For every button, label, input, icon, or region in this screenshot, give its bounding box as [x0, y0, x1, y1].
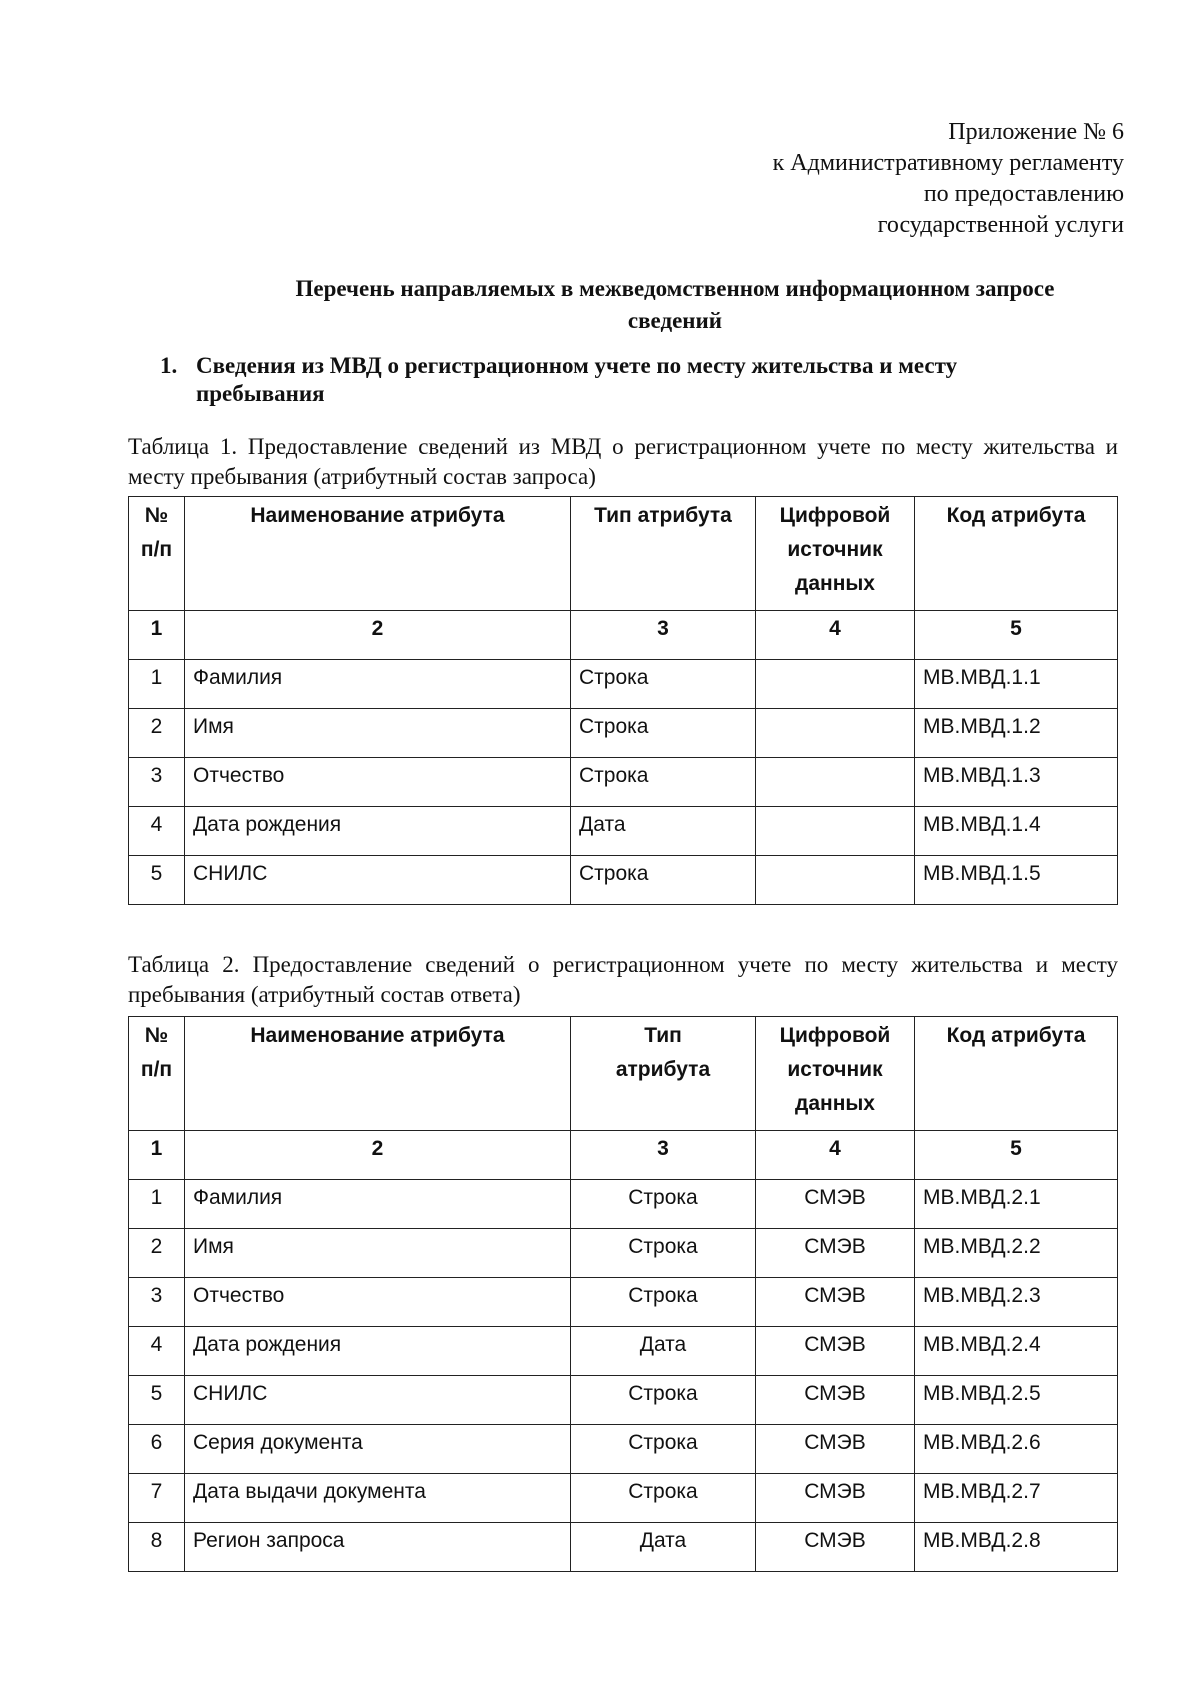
- cell-name: СНИЛС: [185, 856, 571, 905]
- column-number: 2: [185, 1131, 571, 1180]
- cell-type: Строка: [571, 1425, 756, 1474]
- cell-code: МВ.МВД.2.8: [915, 1523, 1118, 1572]
- cell-name: Дата выдачи документа: [185, 1474, 571, 1523]
- table-row: [129, 1278, 1118, 1327]
- column-number: 4: [756, 611, 915, 660]
- cell-source: СМЭВ: [756, 1523, 915, 1572]
- column-number: 4: [756, 1131, 915, 1180]
- appendix-line: по предоставлению: [923, 181, 1124, 207]
- column-header-name: Наименование атрибута: [185, 497, 571, 611]
- cell-number: 2: [129, 709, 185, 758]
- column-header-source: Цифровой источник данных: [756, 1017, 915, 1131]
- cell-name: Дата рождения: [185, 807, 571, 856]
- cell-name: Серия документа: [185, 1425, 571, 1474]
- cell-number: 3: [129, 1278, 185, 1327]
- column-header-source: Цифровой источник данных: [756, 497, 915, 611]
- cell-type: Строка: [571, 758, 756, 807]
- cell-code: МВ.МВД.2.4: [915, 1327, 1118, 1376]
- cell-source: [756, 709, 915, 758]
- column-number: 2: [185, 611, 571, 660]
- cell-source: СМЭВ: [756, 1278, 915, 1327]
- section-number: 1.: [160, 353, 178, 378]
- cell-source: [756, 660, 915, 709]
- cell-number: 1: [129, 1180, 185, 1229]
- cell-type: Дата: [571, 1327, 756, 1376]
- cell-name: Регион запроса: [185, 1523, 571, 1572]
- cell-source: СМЭВ: [756, 1229, 915, 1278]
- section-heading: [160, 352, 1060, 408]
- appendix-line: государственной услуги: [877, 212, 1124, 238]
- document-title: [170, 273, 1180, 337]
- table-response-attributes: [128, 1016, 1118, 1572]
- column-number: 5: [915, 1131, 1118, 1180]
- cell-number: 2: [129, 1229, 185, 1278]
- cell-code: МВ.МВД.1.3: [915, 758, 1118, 807]
- table2-caption: Таблица 2. Предоставление сведений о регистрационном учете по месту жительства и месту пребывания (атрибутный состав ответа): [128, 952, 1118, 1007]
- column-header-number: № п/п: [129, 1017, 185, 1131]
- column-header-number: № п/п: [129, 497, 185, 611]
- cell-code: МВ.МВД.1.1: [915, 660, 1118, 709]
- column-number: 5: [915, 611, 1118, 660]
- column-number: 3: [571, 1131, 756, 1180]
- cell-number: 6: [129, 1425, 185, 1474]
- cell-source: СМЭВ: [756, 1425, 915, 1474]
- table-row: [129, 1474, 1118, 1523]
- cell-code: МВ.МВД.2.5: [915, 1376, 1118, 1425]
- cell-code: МВ.МВД.1.5: [915, 856, 1118, 905]
- table-row: [129, 807, 1118, 856]
- document-title-line: сведений: [627, 308, 723, 333]
- cell-type: Строка: [571, 1278, 756, 1327]
- table-header-row: [129, 1017, 1118, 1131]
- column-header-code: Код атрибута: [915, 1017, 1118, 1131]
- cell-number: 7: [129, 1474, 185, 1523]
- cell-source: [756, 807, 915, 856]
- cell-source: СМЭВ: [756, 1474, 915, 1523]
- cell-type: Строка: [571, 1180, 756, 1229]
- cell-code: МВ.МВД.2.3: [915, 1278, 1118, 1327]
- cell-code: МВ.МВД.2.6: [915, 1425, 1118, 1474]
- column-header-name: Наименование атрибута: [185, 1017, 571, 1131]
- table-row: [129, 1425, 1118, 1474]
- cell-number: 3: [129, 758, 185, 807]
- table-row: [129, 758, 1118, 807]
- appendix-line: к Административному регламенту: [772, 150, 1124, 176]
- column-numbers-row: [129, 611, 1118, 660]
- column-header-type: Тип атрибута: [571, 1017, 756, 1131]
- cell-name: Отчество: [185, 758, 571, 807]
- cell-type: Строка: [571, 660, 756, 709]
- table-request-attributes: [128, 496, 1118, 905]
- table-row: [129, 709, 1118, 758]
- column-number: 1: [129, 1131, 185, 1180]
- cell-name: Имя: [185, 1229, 571, 1278]
- table-row: [129, 1376, 1118, 1425]
- cell-type: Строка: [571, 856, 756, 905]
- table-header-row: [129, 497, 1118, 611]
- cell-number: 5: [129, 1376, 185, 1425]
- cell-name: Фамилия: [185, 660, 571, 709]
- cell-type: Дата: [571, 1523, 756, 1572]
- cell-source: [756, 856, 915, 905]
- table-row: [129, 856, 1118, 905]
- cell-type: Дата: [571, 807, 756, 856]
- cell-source: СМЭВ: [756, 1376, 915, 1425]
- table1-caption: Таблица 1. Предоставление сведений из МВД о регистрационном учете по месту жительства и месту пребывания (атрибутный состав запроса): [128, 434, 1118, 489]
- cell-code: МВ.МВД.2.7: [915, 1474, 1118, 1523]
- document-title-line: Перечень направляемых в межведомственном информационном запросе: [295, 276, 1055, 301]
- column-numbers-row: [129, 1131, 1118, 1180]
- cell-type: Строка: [571, 1376, 756, 1425]
- column-number: 1: [129, 611, 185, 660]
- cell-number: 8: [129, 1523, 185, 1572]
- cell-number: 4: [129, 1327, 185, 1376]
- column-header-type: Тип атрибута: [571, 497, 756, 611]
- cell-number: 1: [129, 660, 185, 709]
- column-number: 3: [571, 611, 756, 660]
- section-text: Сведения из МВД о регистрационном учете по месту жительства и месту пребывания: [196, 353, 958, 406]
- cell-type: Строка: [571, 709, 756, 758]
- cell-number: 4: [129, 807, 185, 856]
- cell-name: Дата рождения: [185, 1327, 571, 1376]
- cell-type: Строка: [571, 1229, 756, 1278]
- cell-type: Строка: [571, 1474, 756, 1523]
- appendix-header: [604, 117, 1124, 241]
- appendix-line: Приложение № 6: [948, 119, 1124, 145]
- table-row: [129, 1523, 1118, 1572]
- table-row: [129, 660, 1118, 709]
- table-row: [129, 1327, 1118, 1376]
- cell-name: Имя: [185, 709, 571, 758]
- column-header-code: Код атрибута: [915, 497, 1118, 611]
- cell-name: Фамилия: [185, 1180, 571, 1229]
- cell-code: МВ.МВД.1.2: [915, 709, 1118, 758]
- table-row: [129, 1229, 1118, 1278]
- cell-source: СМЭВ: [756, 1180, 915, 1229]
- table-row: [129, 1180, 1118, 1229]
- cell-code: МВ.МВД.2.2: [915, 1229, 1118, 1278]
- cell-name: Отчество: [185, 1278, 571, 1327]
- cell-source: [756, 758, 915, 807]
- cell-source: СМЭВ: [756, 1327, 915, 1376]
- cell-number: 5: [129, 856, 185, 905]
- cell-code: МВ.МВД.1.4: [915, 807, 1118, 856]
- cell-name: СНИЛС: [185, 1376, 571, 1425]
- cell-code: МВ.МВД.2.1: [915, 1180, 1118, 1229]
